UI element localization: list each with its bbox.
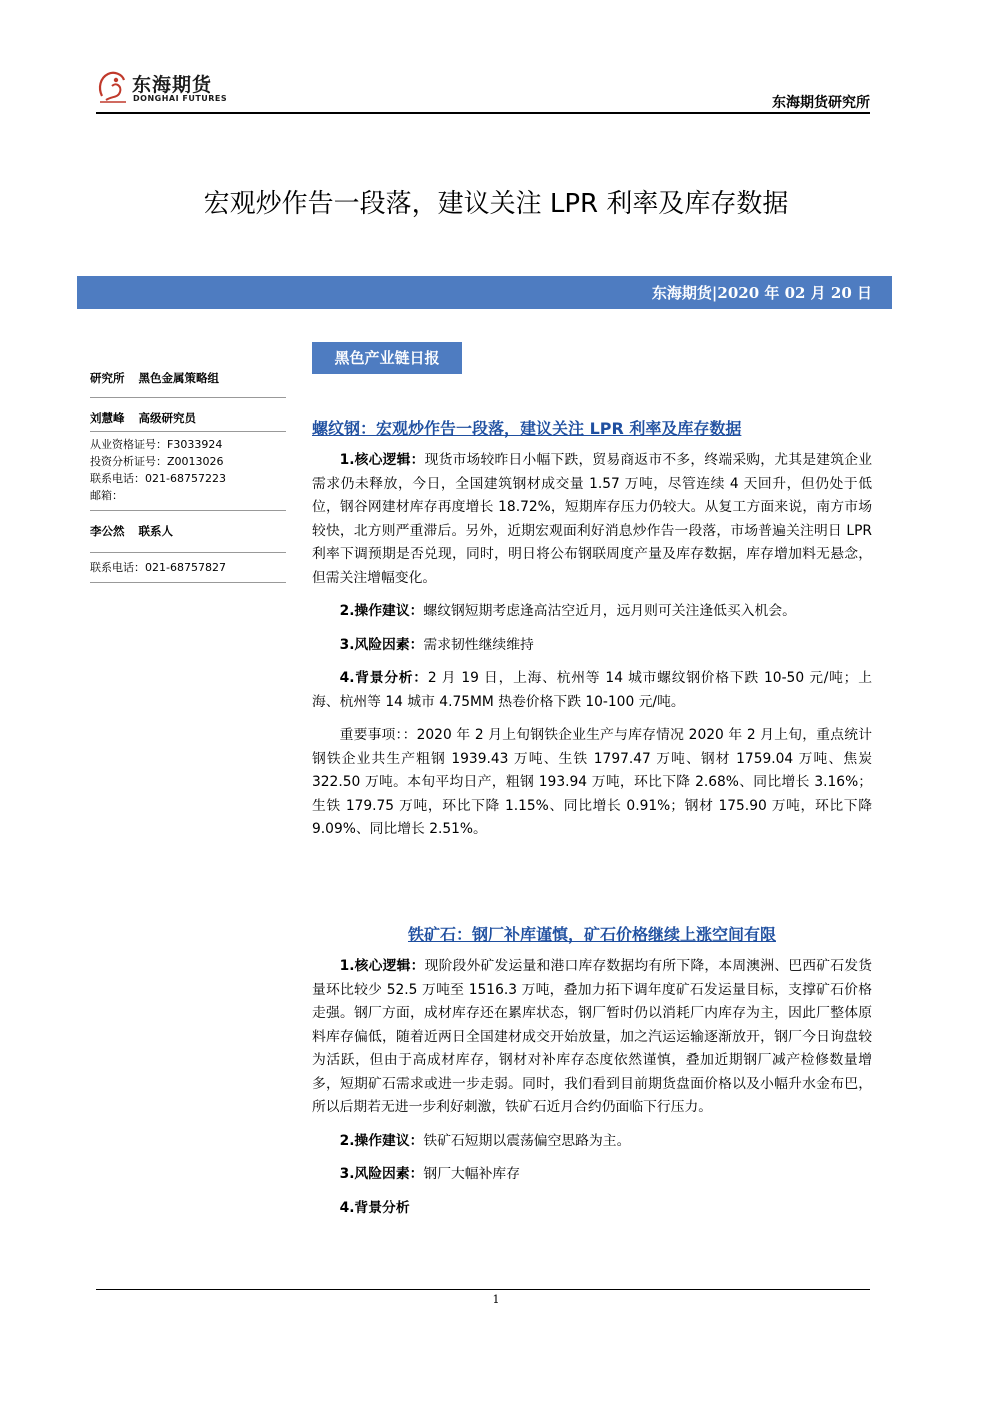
iron-ore-core-logic [312, 955, 872, 1120]
date-bar [77, 276, 892, 309]
logo-mark-icon [96, 66, 130, 106]
cert-label: 从业资格证号： [90, 438, 167, 451]
rebar-core-logic-label: 1.核心逻辑： [339, 452, 425, 468]
rebar-key-items: 重要事项：：2020 年 2 月上旬钢铁企业生产与库存情况 2020 年 2 月上旬，重点统计钢铁企业共生产粗钢 1939.43 万吨、生铁 1797.47 万吨、钢材 1759.04 万吨、焦炭 322.50 万吨。本旬平均日产，粗钢 193.94 万吨，环比下降 2.68%、同比增长 3.16%；生铁 179.75 万吨，环比下降 1.15%、同比增长 0.91%；钢材 175.90 万吨，环比下降 9.09%、同比增长 2.51%。 [312, 727, 872, 837]
logo-english-text: DONGHAI FUTURES [133, 94, 228, 103]
iron-ore-risk-text: 钢厂大幅补库存 [423, 1166, 520, 1182]
department-value: 黑色金属策略组 [138, 371, 219, 385]
rebar-risk-label: 3.风险因素： [339, 636, 424, 653]
contact-name: 李公然 [90, 524, 125, 538]
department-label: 研究所 [90, 371, 125, 385]
invest-value: Z0013026 [167, 455, 224, 468]
contact-title: 联系人 [138, 524, 173, 538]
page-number: 1 [492, 1293, 500, 1306]
institute-name: 东海期货研究所 [772, 95, 870, 111]
logo-chinese-text: 东海期货 [132, 74, 213, 96]
phone2-label: 联系电话： [90, 561, 145, 574]
report-date: 东海期货|2020 年 02 月 20 日 [651, 284, 872, 302]
sidebar-divider [90, 510, 286, 511]
department-row [90, 370, 286, 387]
cert-row [90, 436, 286, 453]
footer-divider [96, 1289, 870, 1290]
iron-ore-suggestion-text: 铁矿石短期以震荡偏空思路为主。 [423, 1132, 631, 1149]
rebar-core-logic-text: 现货市场较昨日小幅下跌，贸易商返市不多，终端采购，尤其是建筑企业需求仍未释放，今日，全国建筑钢材成交量 1.57 万吨，尽管连续 4 天回升，但仍处于低位，钢谷网建材库存再度增长 18.72%，短期库存压力仍较大。从复工方面来说，南方市场较快，北方则严重滞后。另外，近期宏观面利好消息炒作告一段落，市场普遍关注明日 LPR 利率下调预期是否兑现，同时，明日将公布钢联周度产量及库存数据，库存增加料无悬念，但需关注增幅变化。 [312, 452, 873, 586]
rebar-background [312, 667, 872, 714]
rebar-risk-text: 需求韧性继续维持 [423, 636, 534, 653]
sidebar-divider [90, 431, 286, 432]
iron-ore-core-logic-text: 现阶段外矿发运量和港口库存数据均有所下降，本周澳洲、巴西矿石发货量环比较少 52.5 万吨至 1516.3 万吨，叠加力拓下调年度矿石发运量目标，支撑矿石价格走强。钢厂方面，成材库存还在累库状态，钢厂暂时仍以消耗厂内库存为主，因此厂整体原料库存偏低，随着近两日全国建材成交开始放量，加之汽运运输逐渐放开，钢厂今日询盘较为活跃，但由于高成材库存，钢材对补库存态度依然谨慎，叠加近期钢厂减产检修数量增多，短期矿石需求或进一步走弱。同时，我们看到目前期货盘面价格以及小幅升水金布巴，所以后期若无进一步利好刺激，铁矿石近月合约仍面临下行压力。 [312, 958, 873, 1115]
phone2-value: 021-68757827 [145, 561, 226, 574]
iron-ore-suggestion [312, 1130, 872, 1154]
phone2-row [90, 559, 286, 576]
email-label: 邮箱： [90, 489, 123, 502]
rebar-suggestion-label: 2.操作建议： [339, 603, 424, 619]
iron-ore-background-label: 4.背景分析 [339, 1199, 410, 1216]
invest-label: 投资分析证号： [90, 455, 167, 468]
rebar-heading: 螺纹钢：宏观炒作告一段落，建议关注 LPR 利率及库存数据 [312, 419, 742, 438]
analyst-name: 刘慧峰 [90, 411, 125, 425]
analyst-row [90, 410, 286, 427]
sidebar-divider [90, 582, 286, 583]
iron-ore-core-logic-label: 1.核心逻辑： [339, 958, 425, 974]
iron-ore-background [312, 1197, 872, 1221]
iron-ore-heading: 铁矿石：钢厂补库谨慎，矿石价格继续上涨空间有限 [407, 925, 776, 944]
report-title: 宏观炒作告一段落，建议关注 LPR 利率及库存数据 [203, 189, 789, 219]
rebar-core-logic [312, 449, 872, 590]
analyst-sidebar [90, 370, 286, 583]
cert-value: F3033924 [167, 438, 223, 451]
rebar-risk [312, 634, 872, 658]
phone-label: 联系电话： [90, 472, 145, 485]
rebar-suggestion-text: 螺纹钢短期考虑逢高沽空近月，远月则可关注逢低买入机会。 [423, 603, 796, 619]
iron-ore-section [312, 922, 872, 1220]
rebar-suggestion [312, 600, 872, 624]
contact-row [90, 523, 286, 540]
company-logo [96, 66, 236, 110]
email-row [90, 487, 286, 504]
iron-ore-risk-label: 3.风险因素： [339, 1166, 424, 1182]
invest-row [90, 453, 286, 470]
analyst-title: 高级研究员 [138, 411, 196, 425]
iron-ore-risk [312, 1163, 872, 1187]
iron-ore-suggestion-label: 2.操作建议： [339, 1132, 424, 1149]
phone-value: 021-68757223 [145, 472, 226, 485]
sidebar-divider [90, 397, 286, 398]
phone-row [90, 470, 286, 487]
rebar-background-label: 4.背景分析： [339, 670, 428, 686]
rebar-section [312, 416, 872, 842]
header-divider [96, 112, 870, 114]
rebar-background-text: 2 月 19 日，上海、杭州等 14 城市螺纹钢价格下跌 10-50 元/吨；上海、杭州等 14 城市 4.75MM 热卷价格下跌 10-100 元/吨。 [312, 670, 872, 710]
sidebar-divider [90, 552, 286, 553]
category-tag: 黑色产业链日报 [312, 342, 462, 374]
